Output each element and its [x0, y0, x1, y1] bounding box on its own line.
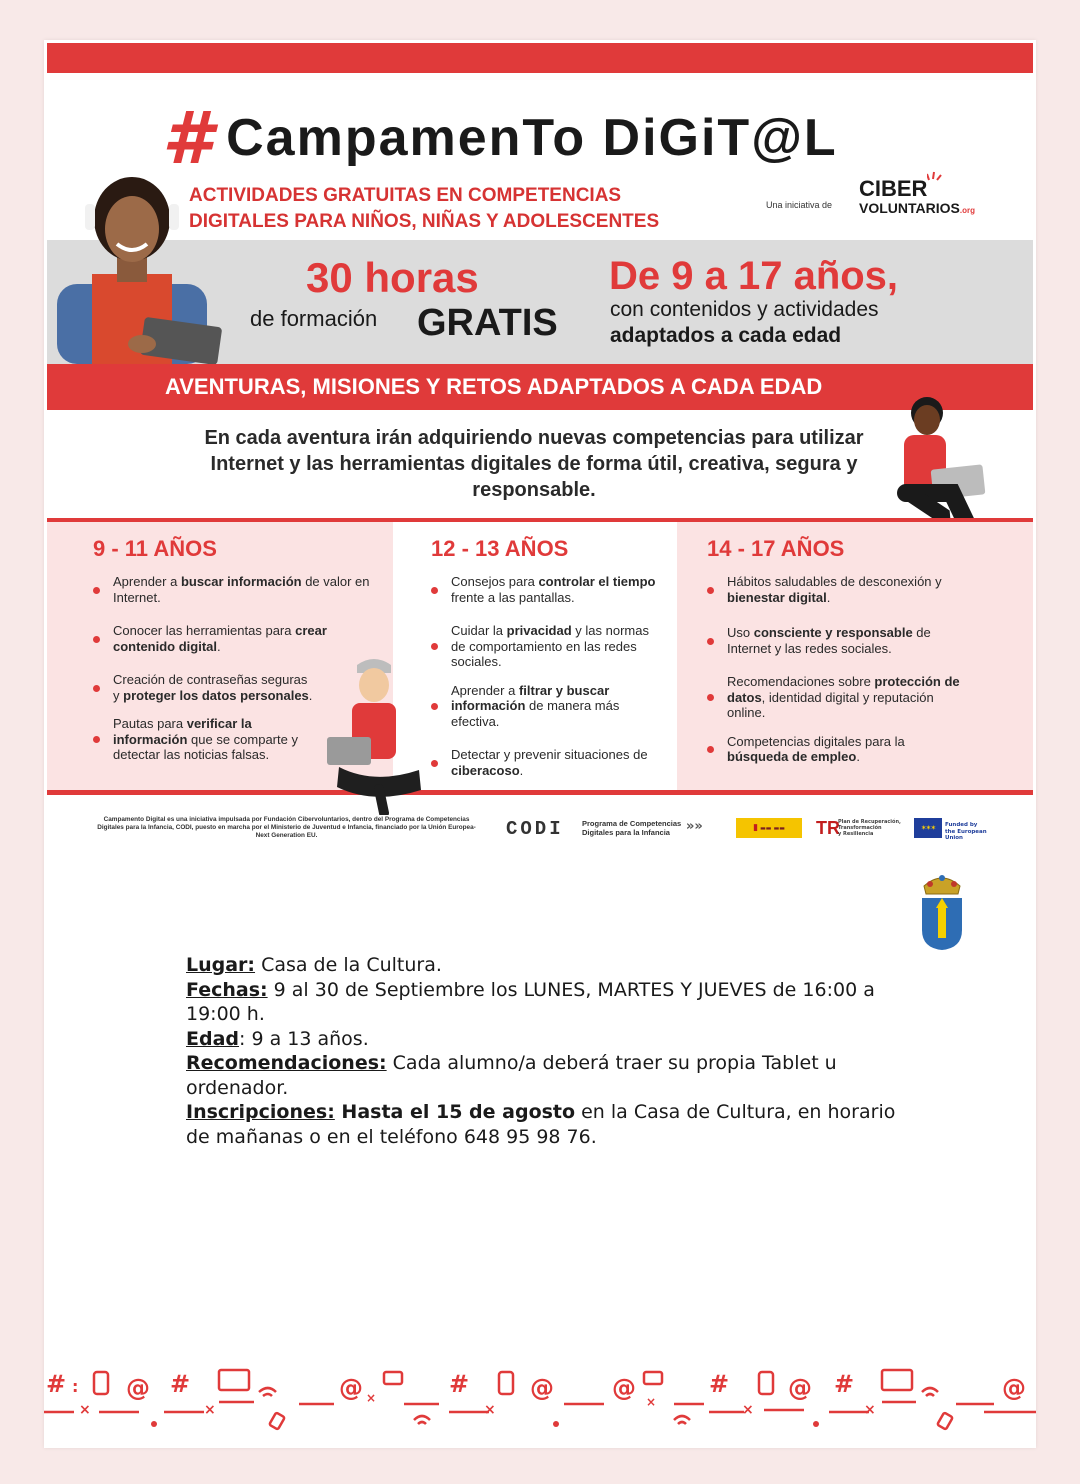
- svg-text:@: @: [788, 1374, 812, 1402]
- subtitle-line-1: ACTIVIDADES GRATUITAS EN COMPETENCIAS: [189, 185, 622, 206]
- footer-note: Campamento Digital es una iniciativa impulsada por Fundación Cibervoluntarios, dentro del Programa de Competencias Digitales para la Infancia, CODI, puesto en marcha por el Ministerio de Juventud e Infancia, financiado por la Unión Europea-Next Generation EU.: [97, 816, 476, 839]
- adventures-banner: AVENTURAS, MISIONES Y RETOS ADAPTADOS A CADA EDAD: [47, 364, 1033, 410]
- codi-program-line-2: Digitales para la Infancia: [582, 828, 670, 837]
- event-details: [186, 953, 906, 1149]
- list-item: Recomendaciones sobre protección de datos, identidad digital y reputación online.: [707, 674, 967, 721]
- logo-line-1: CIBER: [859, 176, 928, 201]
- svg-text:×: ×: [646, 1395, 657, 1409]
- prtr-text: Plan de Recuperación, Transformación y Resiliencia: [838, 819, 901, 837]
- codi-program-line-1: Programa de Competencias: [582, 819, 682, 828]
- logo-rays-icon: [927, 170, 943, 182]
- ages-heading: De 9 a 17 años,: [609, 254, 899, 298]
- campaign-title: CampamenTo DiGiT@L: [226, 109, 838, 167]
- column-title: 14 - 17 AÑOS: [707, 536, 845, 561]
- list-item: Hábitos saludables de desconexión y bienestar digital.: [707, 574, 967, 605]
- detail-edad: Edad: 9 a 13 años.: [186, 1027, 369, 1050]
- svg-text:×: ×: [366, 1391, 377, 1405]
- list-item: Competencias digitales para la búsqueda de empleo.: [707, 734, 967, 765]
- cibervoluntarios-logo: [859, 178, 999, 228]
- poster: [44, 40, 1036, 1448]
- ages-subtext-1: con contenidos y actividades: [610, 298, 879, 321]
- svg-text:#: #: [46, 1370, 67, 1398]
- title-row: [162, 96, 922, 180]
- svg-text::: :: [72, 1377, 79, 1396]
- svg-text:#: #: [170, 1370, 191, 1398]
- svg-text:×: ×: [79, 1402, 91, 1418]
- girl-with-tablet-illustration: [47, 174, 227, 364]
- column-title: 9 - 11 AÑOS: [93, 536, 217, 561]
- codi-program-text: [582, 819, 681, 837]
- svg-text:#: #: [449, 1370, 470, 1398]
- logo-suffix: .org: [959, 206, 975, 215]
- top-red-bar: [47, 43, 1033, 73]
- svg-text:@: @: [1002, 1374, 1026, 1402]
- svg-text:@: @: [612, 1374, 636, 1402]
- svg-text:@: @: [126, 1374, 150, 1402]
- detail-recomendaciones: Recomendaciones: Cada alumno/a deberá traer su propia Tablet u ordenador.: [186, 1052, 837, 1099]
- list-item: Aprender a filtrar y buscar información de manera más efectiva.: [431, 683, 667, 730]
- formation-prefix: de formación: [250, 306, 378, 331]
- chevrons-icon: »»: [686, 819, 703, 834]
- subtitle-line-2: DIGITALES PARA NIÑOS, NIÑAS Y ADOLESCENTES: [189, 211, 660, 232]
- list-item: Cuidar la privacidad y las normas de comportamiento en las redes sociales.: [431, 623, 667, 670]
- codi-logo: CODI: [506, 818, 564, 840]
- svg-text:×: ×: [864, 1402, 876, 1418]
- list-item: Uso consciente y responsable de Internet y las redes sociales.: [707, 625, 967, 656]
- eu-funding-logo: [914, 818, 1004, 840]
- eu-flag-icon: ✶✶✶: [914, 818, 942, 838]
- list-item: Detectar y prevenir situaciones de ciberacoso.: [431, 747, 667, 778]
- municipal-coat-of-arms: [918, 868, 966, 952]
- svg-text:#: #: [709, 1370, 730, 1398]
- ages-subtext-2: adaptados a cada edad: [610, 324, 842, 347]
- list-item: Aprender a buscar información de valor en Internet.: [93, 574, 383, 605]
- initiative-label: Una iniciativa de: [766, 200, 833, 210]
- recovery-plan-logo: [816, 818, 906, 838]
- prtr-icon: TR: [816, 818, 840, 838]
- list-item: Conocer las herramientas para crear contenido digital.: [93, 623, 383, 654]
- columns-bottom-line: [47, 790, 1033, 795]
- decorative-icon-pattern: [44, 1362, 1036, 1432]
- hours-heading: 30 horas: [306, 254, 479, 301]
- column-list: [707, 574, 1023, 765]
- detail-inscripciones: Inscripciones: Hasta el 15 de agosto en la Casa de Cultura, en horario de mañanas o en el teléfono 648 95 98 76.: [186, 1101, 896, 1148]
- detail-lugar: Lugar: Casa de la Cultura.: [186, 954, 442, 976]
- list-item: Creación de contraseñas seguras y proteger los datos personales.: [93, 672, 313, 703]
- eu-text: Funded by the European Union: [945, 822, 987, 841]
- list-item: Consejos para controlar el tiempo frente a las pantallas.: [431, 574, 667, 605]
- column-list: [431, 574, 667, 778]
- column-title: 12 - 13 AÑOS: [431, 536, 569, 561]
- svg-text:×: ×: [204, 1402, 216, 1418]
- spain-government-logo: ▮ ▬▬ ▬▬: [736, 818, 802, 838]
- boy-with-laptop-illustration: [319, 655, 429, 815]
- svg-text:#: #: [834, 1370, 855, 1398]
- logo-word: VOLUNTARIOS: [859, 200, 960, 216]
- list-item: Pautas para verificar la información que se comparte y detectar las noticias falsas.: [93, 716, 323, 763]
- age-column-12-13: [393, 522, 677, 790]
- svg-text:@: @: [339, 1374, 363, 1402]
- svg-text:×: ×: [742, 1402, 754, 1418]
- logo-line-2: [859, 200, 999, 219]
- hash-logo: #: [162, 96, 213, 180]
- gratis-word: GRATIS: [417, 302, 558, 344]
- svg-text:×: ×: [484, 1402, 496, 1418]
- detail-fechas: Fechas: 9 al 30 de Septiembre los LUNES, MARTES Y JUEVES de 16:00 a 19:00 h.: [186, 978, 875, 1025]
- subtitle: [189, 183, 749, 235]
- intro-text: En cada aventura irán adquiriendo nuevas competencias para utilizar Internet y las herramientas digitales de forma útil, creativa, segura y responsable.: [204, 427, 864, 501]
- age-column-14-17: [677, 522, 1033, 790]
- svg-text:@: @: [530, 1374, 554, 1402]
